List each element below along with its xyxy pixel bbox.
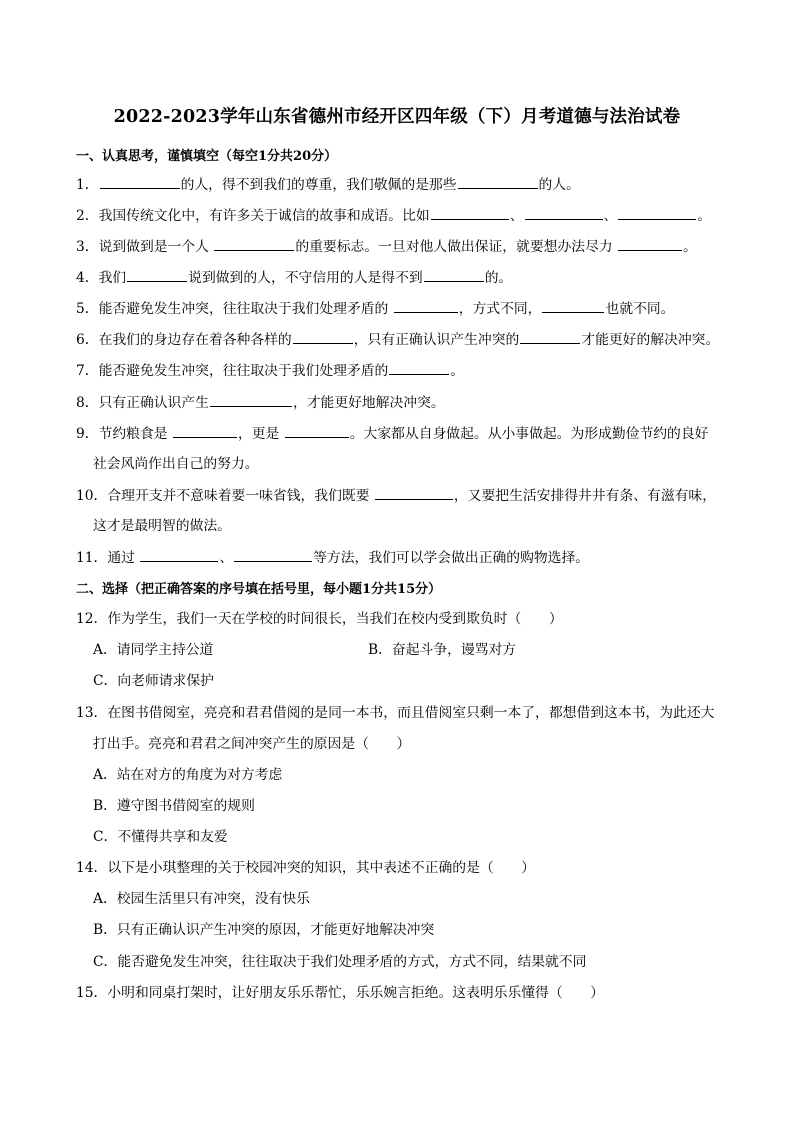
q14-option-b[interactable]: B．只有正确认识产生冲突的原因，才能更好地解决冲突 [93, 922, 435, 938]
answer-blank[interactable] [431, 205, 509, 220]
q5-text: ，方式不同， [458, 301, 542, 317]
q12-option-b[interactable]: B．奋起斗争，谩骂对方 [368, 642, 517, 658]
q10-text: ，又要把生活安排得井井有条、有滋有味， [453, 488, 717, 504]
answer-blank[interactable] [525, 205, 603, 220]
q8-end: ，才能更好地解决冲突。 [292, 395, 445, 411]
q2-sep: 、 [603, 208, 618, 224]
question-9-continuation: 社会风尚作出自己的努力。 [93, 456, 259, 472]
q5-text: 5．能否避免发生冲突，往往取决于我们处理矛盾的 [76, 301, 389, 317]
answer-blank[interactable] [542, 298, 604, 313]
section-heading-choice: 二、选择（把正确答案的序号填在括号里，每小题1分共15分） [76, 582, 442, 597]
question-10-continuation: 这才是最明智的做法。 [93, 518, 231, 534]
section-heading-fill-in: 一、认真思考，谨慎填空（每空1分共20分） [76, 149, 338, 164]
q7-end: 。 [450, 363, 465, 379]
q11-sep: 、 [219, 550, 234, 566]
answer-blank[interactable] [173, 423, 237, 438]
question-8 [76, 392, 445, 413]
q3-end: 。 [683, 239, 697, 255]
page-title: 2022-2023学年山东省德州市经开区四年级（下）月考道德与法治试卷 [113, 107, 681, 127]
answer-blank[interactable] [285, 423, 349, 438]
q2-sep: 、 [509, 208, 524, 224]
q1-text-end: 的人。 [538, 177, 580, 193]
q9-text: 。大家都从自身做起。从小事做起。为形成勤俭节约的良好 [349, 426, 709, 442]
q8-text: 8．只有正确认识产生 [76, 395, 209, 411]
q2-end: 。 [697, 208, 712, 224]
answer-blank[interactable] [394, 298, 458, 313]
q6-end: 才能更好的解决冲突。 [581, 332, 720, 348]
q13-option-c[interactable]: C．不懂得共享和友爱 [93, 829, 228, 845]
q6-text: 6．在我们的身边存在着各种各样的 [76, 332, 292, 348]
question-12: 12．作为学生，我们一天在学校的时间很长，当我们在校内受到欺负时（ ） [76, 611, 563, 627]
q9-text: ，更是 [237, 426, 280, 442]
question-6 [76, 329, 719, 350]
q14-option-c[interactable]: C．能否避免发生冲突，往往取决于我们处理矛盾的方式，方式不同，结果就不同 [93, 954, 587, 970]
question-11 [76, 547, 589, 568]
q9-text: 9．节约粮食是 [76, 426, 168, 442]
answer-blank[interactable] [424, 267, 484, 282]
answer-blank[interactable] [127, 267, 187, 282]
question-14: 14．以下是小琪整理的关于校园冲突的知识，其中表述不正确的是（ ） [76, 860, 536, 876]
q4-text: 4．我们 [76, 270, 127, 286]
question-13: 13．在图书借阅室，亮亮和君君借阅的是同一本书，而且借阅室只剩一本了，都想借到这本书，为此还大 [76, 705, 715, 721]
question-3 [76, 236, 697, 257]
question-2 [76, 205, 711, 226]
q3-text: 3．说到做到是一个人 [76, 239, 209, 255]
q4-end: 的。 [484, 270, 513, 286]
q1-text: 的人，得不到我们的尊重，我们敬佩的是那些 [180, 177, 457, 193]
question-9 [76, 423, 708, 444]
answer-blank[interactable] [214, 236, 294, 251]
answer-blank[interactable] [520, 329, 580, 344]
answer-blank[interactable] [618, 236, 682, 251]
question-7 [76, 360, 464, 381]
q5-end: 也就不同。 [605, 301, 675, 317]
answer-blank[interactable] [389, 360, 449, 375]
question-15: 15．小明和同桌打架时，让好朋友乐乐帮忙，乐乐婉言拒绝。这表明乐乐懂得（ ） [76, 985, 605, 1001]
q6-text: ，只有正确认识产生冲突的 [353, 332, 520, 348]
q4-text: 说到做到的人，不守信用的人是得不到 [188, 270, 423, 286]
q7-text: 7．能否避免发生冲突，往往取决于我们处理矛盾的 [76, 363, 389, 379]
answer-blank[interactable] [234, 547, 312, 562]
answer-blank[interactable] [375, 485, 453, 500]
question-5 [76, 298, 674, 319]
q2-text: 2．我国传统文化中，有许多关于诚信的故事和成语。比如 [76, 208, 430, 224]
q1-number: 1． [76, 177, 99, 193]
answer-blank[interactable] [293, 329, 353, 344]
q13-option-b[interactable]: B．遵守图书借阅室的规则 [93, 798, 255, 814]
question-4 [76, 267, 512, 288]
q12-option-a[interactable]: A．请同学主持公道 [93, 642, 214, 658]
q11-text: 11．通过 [76, 550, 135, 566]
q11-text: 等方法，我们可以学会做出正确的购物选择。 [313, 550, 590, 566]
q3-text: 的重要标志。一旦对他人做出保证，就要想办法尽力 [295, 239, 613, 255]
question-10 [76, 485, 716, 506]
question-1 [76, 174, 580, 195]
answer-blank[interactable] [458, 174, 538, 189]
answer-blank[interactable] [140, 547, 218, 562]
q12-option-c[interactable]: C．向老师请求保护 [93, 673, 214, 689]
question-13-continuation: 打出手。亮亮和君君之间冲突产生的原因是（ ） [93, 736, 411, 752]
answer-blank[interactable] [210, 392, 292, 407]
q10-text: 10．合理开支并不意味着要一味省钱，我们既要 [76, 488, 370, 504]
answer-blank[interactable] [618, 205, 696, 220]
q14-option-a[interactable]: A．校园生活里只有冲突，没有快乐 [93, 891, 310, 907]
q13-option-a[interactable]: A．站在对方的角度为对方考虑 [93, 767, 283, 783]
answer-blank[interactable] [100, 174, 180, 189]
